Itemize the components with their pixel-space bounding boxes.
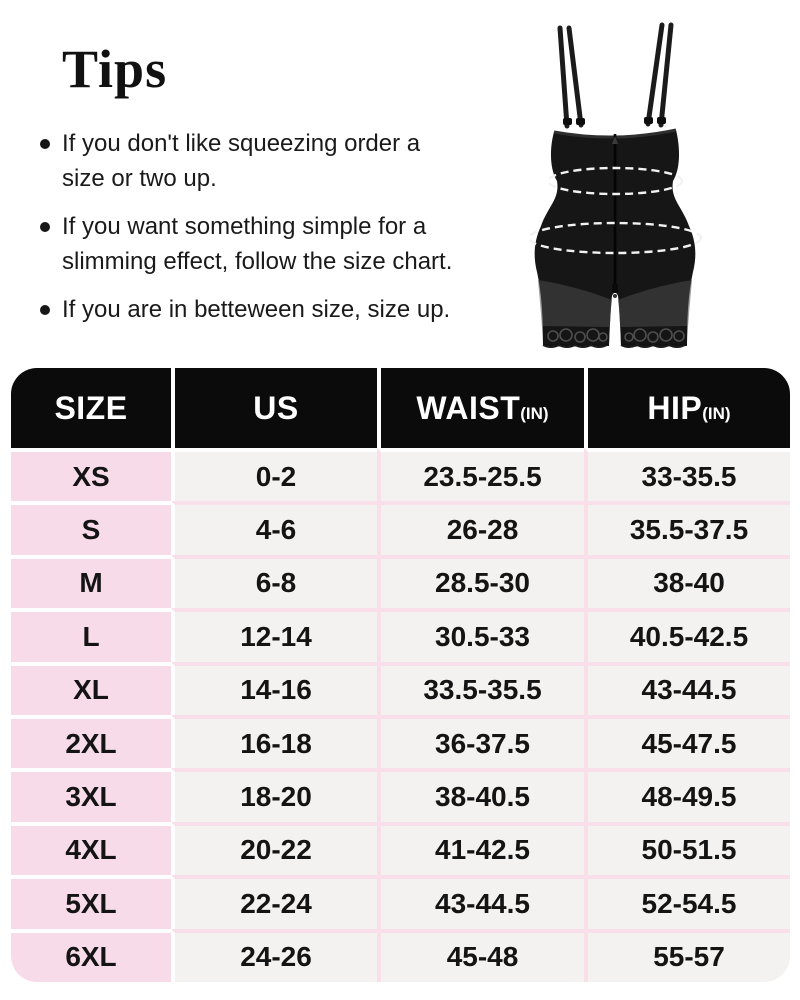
us-cell: 16-18 — [171, 715, 377, 768]
waist-cell: 43-44.5 — [377, 875, 584, 928]
tip-text: If you are in betteween size, size up. — [62, 296, 451, 323]
tip-text: If you don't like squeezing order a size or two up. — [62, 130, 421, 192]
bullet-dot — [40, 305, 50, 315]
us-cell: 22-24 — [171, 875, 377, 928]
hip-cell: 43-44.5 — [584, 662, 790, 715]
tip-item — [40, 209, 490, 279]
hip-cell: 38-40 — [584, 555, 790, 608]
size-cell: XS — [11, 448, 171, 501]
us-cell: 12-14 — [171, 608, 377, 661]
hip-cell: 33-35.5 — [584, 448, 790, 501]
us-cell: 6-8 — [171, 555, 377, 608]
us-cell: 4-6 — [171, 501, 377, 554]
shapewear-bodysuit-illustration — [490, 0, 800, 365]
bullet-dot — [40, 139, 50, 149]
product-image — [490, 0, 800, 365]
lace-hem — [543, 326, 687, 347]
us-cell: 18-20 — [171, 768, 377, 821]
size-cell: XL — [11, 662, 171, 715]
shoulder-straps — [560, 25, 671, 126]
tips-title: Tips — [62, 39, 168, 99]
hip-cell: 52-54.5 — [584, 875, 790, 928]
hip-cell: 45-47.5 — [584, 715, 790, 768]
us-cell: 0-2 — [171, 448, 377, 501]
column-header-size: SIZE — [11, 368, 171, 448]
hip-cell: 35.5-37.5 — [584, 501, 790, 554]
size-cell: 6XL — [11, 929, 171, 982]
waist-cell: 23.5-25.5 — [377, 448, 584, 501]
waist-cell: 30.5-33 — [377, 608, 584, 661]
hip-cell: 40.5-42.5 — [584, 608, 790, 661]
size-chart-table — [11, 368, 790, 982]
size-cell: M — [11, 555, 171, 608]
waist-cell: 41-42.5 — [377, 822, 584, 875]
column-header-hip: HIP (IN) — [584, 368, 790, 448]
size-cell: S — [11, 501, 171, 554]
us-cell: 24-26 — [171, 929, 377, 982]
hip-cell: 55-57 — [584, 929, 790, 982]
size-cell: 5XL — [11, 875, 171, 928]
size-cell: 2XL — [11, 715, 171, 768]
waist-cell: 36-37.5 — [377, 715, 584, 768]
hip-cell: 50-51.5 — [584, 822, 790, 875]
size-cell: 4XL — [11, 822, 171, 875]
size-cell: L — [11, 608, 171, 661]
hip-cell: 48-49.5 — [584, 768, 790, 821]
tip-item — [40, 126, 490, 196]
waist-cell: 33.5-35.5 — [377, 662, 584, 715]
us-cell: 14-16 — [171, 662, 377, 715]
us-cell: 20-22 — [171, 822, 377, 875]
tip-item — [40, 292, 490, 327]
tip-text: If you want something simple for a slimming effect, follow the size chart. — [62, 213, 453, 275]
column-header-waist: WAIST (IN) — [377, 368, 584, 448]
tips-list — [40, 126, 490, 340]
waist-cell: 45-48 — [377, 929, 584, 982]
waist-cell: 26-28 — [377, 501, 584, 554]
size-cell: 3XL — [11, 768, 171, 821]
waist-cell: 28.5-30 — [377, 555, 584, 608]
bullet-dot — [40, 222, 50, 232]
column-header-us: US — [171, 368, 377, 448]
waist-cell: 38-40.5 — [377, 768, 584, 821]
